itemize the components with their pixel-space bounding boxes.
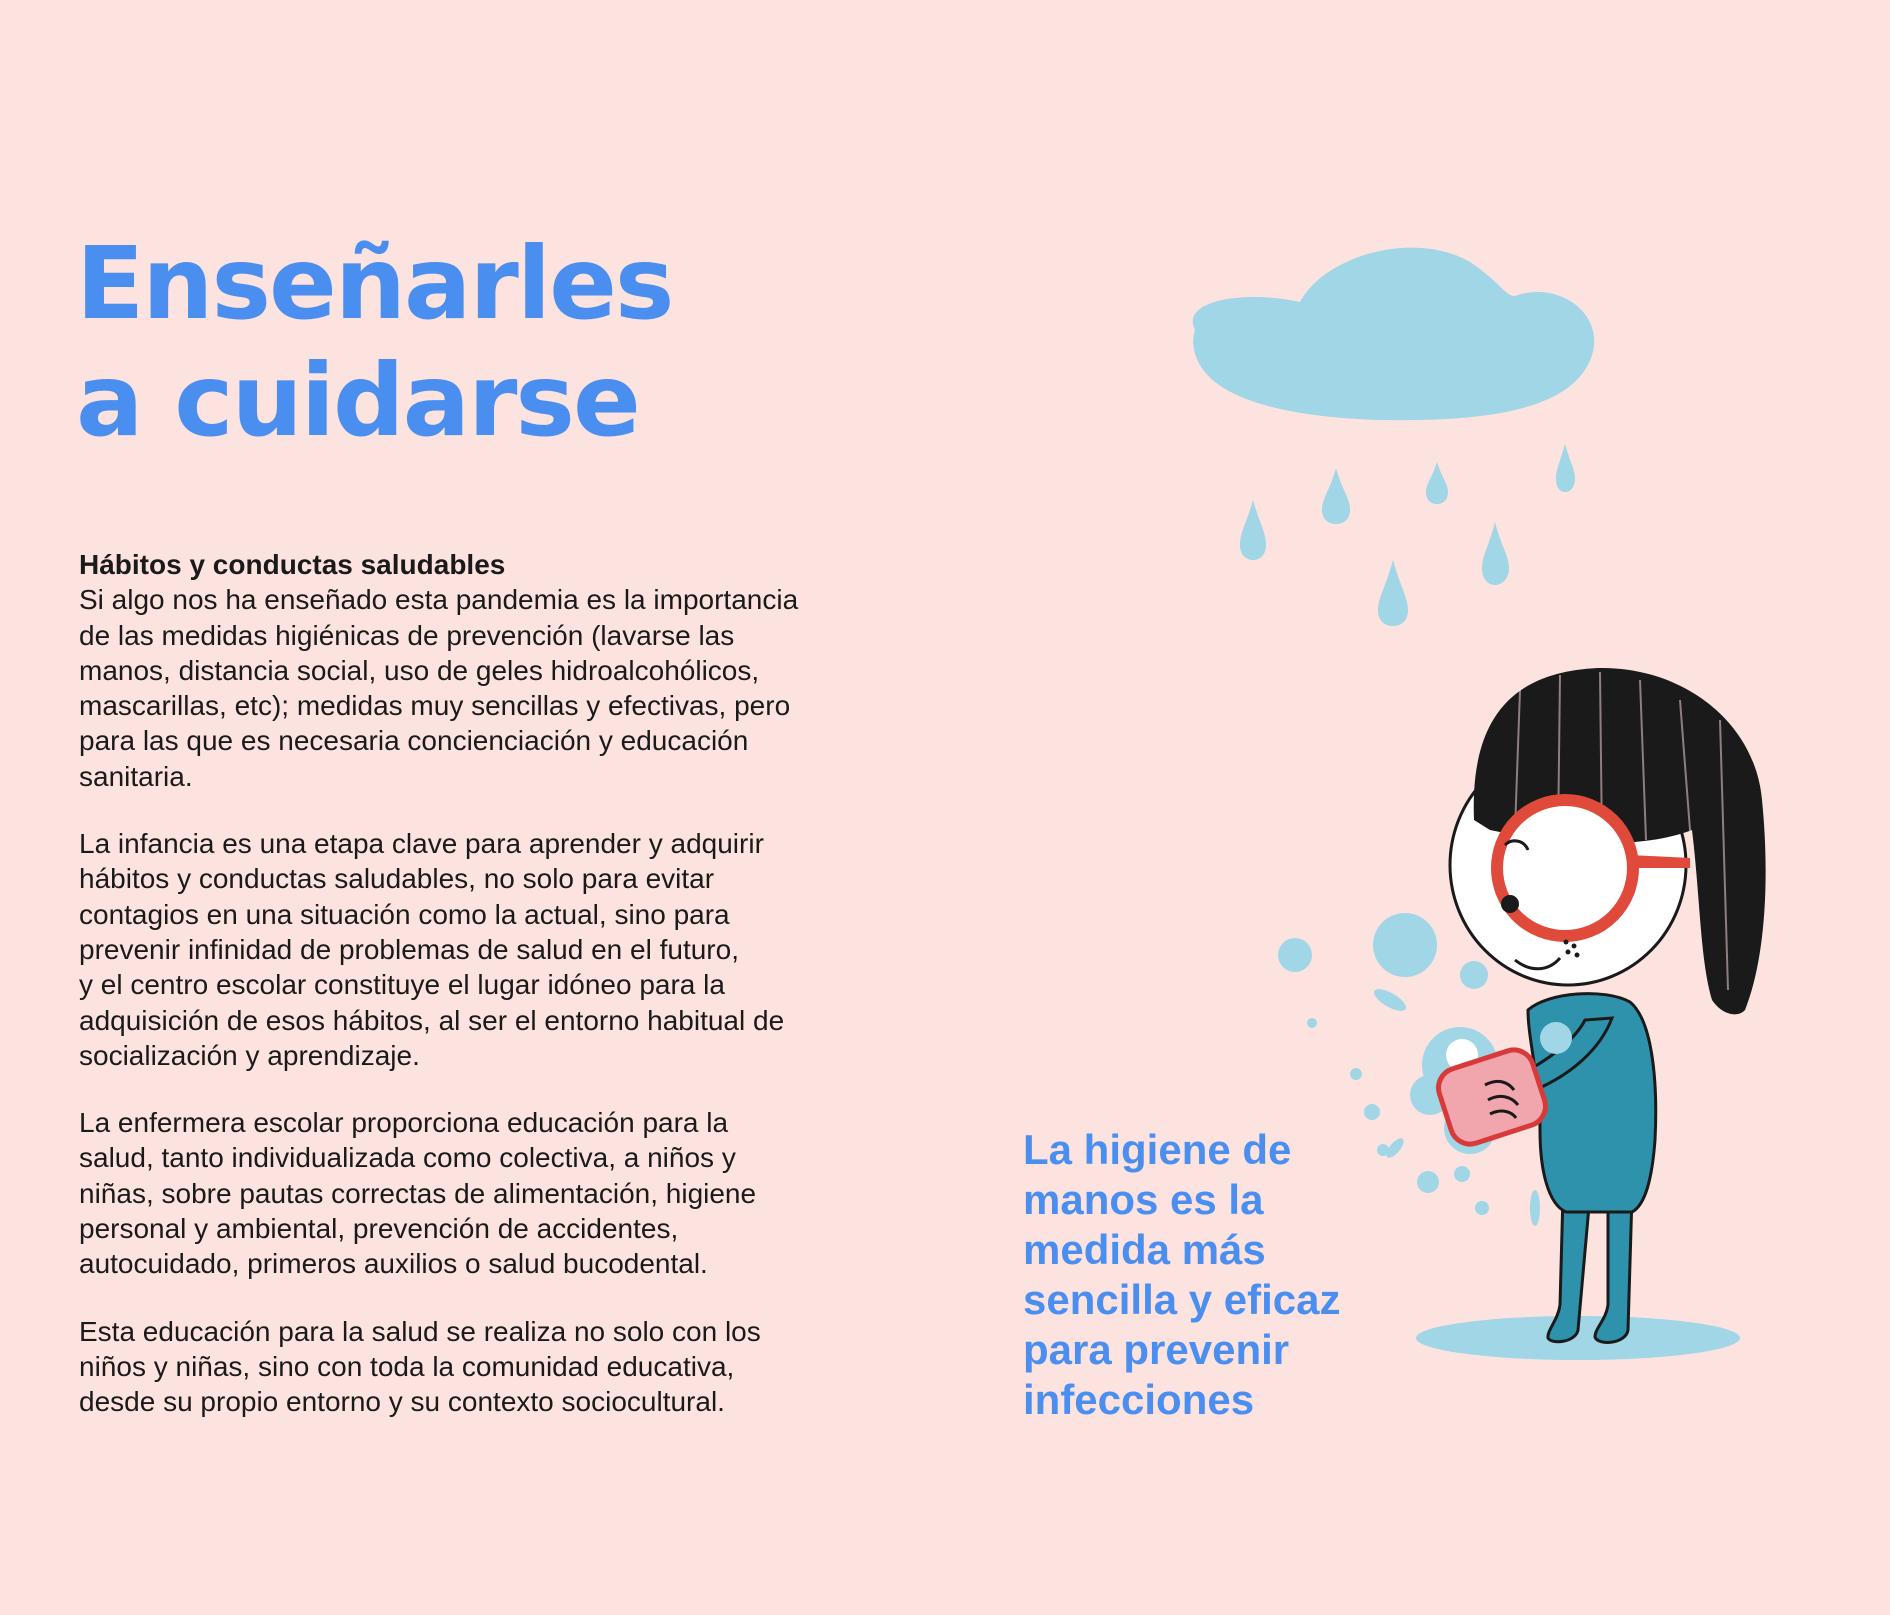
page-title-line: a cuidarse (76, 342, 639, 459)
text-line: mascarillas, etc); medidas muy sencillas y efectivas, pero (79, 690, 791, 722)
text-line: prevenir infinidad de problemas de salud en el futuro, (79, 933, 739, 965)
text-line: contagios en una situación como la actual, sino para (79, 898, 730, 930)
text-line: autocuidado, primeros auxilios o salud bucodental. (79, 1248, 708, 1280)
text-line: adquisición de esos hábitos, al ser el entorno habitual de (79, 1004, 785, 1036)
text-line: La infancia es una etapa clave para aprender y adquirir (79, 828, 764, 860)
text-line: de las medidas higiénicas de prevención (lavarse las (79, 619, 735, 651)
section-heading: Hábitos y conductas saludables (79, 549, 506, 580)
text-line: Si algo nos ha enseñado esta pandemia es la importancia (79, 584, 799, 616)
text-line: niñas, sobre pautas correctas de alimentación, higiene (79, 1177, 757, 1209)
text-line: La enfermera escolar proporciona educación para la (79, 1107, 729, 1139)
page-title-line: Enseñarles (76, 225, 673, 342)
text-line: niños y niñas, sino con toda la comunidad educativa, (79, 1350, 735, 1382)
text-line: para las que es necesaria concienciación y educación (79, 725, 749, 757)
text-line: salud, tanto individualizada como colectiva, a niños y (79, 1142, 736, 1174)
girl-head-shape (1450, 668, 1766, 1014)
text-line: sanitaria. (79, 760, 193, 792)
text-line: socialización y aprendizaje. (79, 1039, 420, 1071)
raindrop-icon (1240, 444, 1575, 626)
callout-line: infecciones (1023, 1376, 1255, 1423)
cloud-icon (1193, 248, 1594, 421)
text-line: y el centro escolar constituye el lugar idóneo para la (79, 969, 725, 1001)
callout-line: La higiene de (1023, 1126, 1292, 1173)
text-line: hábitos y conductas saludables, no solo para evitar (79, 863, 715, 895)
callout-line: manos es la (1023, 1176, 1264, 1223)
text-line: manos, distancia social, uso de geles hidroalcohólicos, (79, 654, 760, 686)
callout-line: sencilla y eficaz (1023, 1276, 1341, 1323)
callout-line: medida más (1023, 1226, 1266, 1273)
callout-quote (1023, 1125, 1341, 1425)
text-line: Esta educación para la salud se realiza no solo con los (79, 1315, 761, 1347)
text-line: personal y ambiental, prevención de accidentes, (79, 1213, 679, 1245)
text-line: desde su propio entorno y su contexto sociocultural. (79, 1386, 725, 1418)
callout-line: para prevenir (1023, 1326, 1290, 1373)
